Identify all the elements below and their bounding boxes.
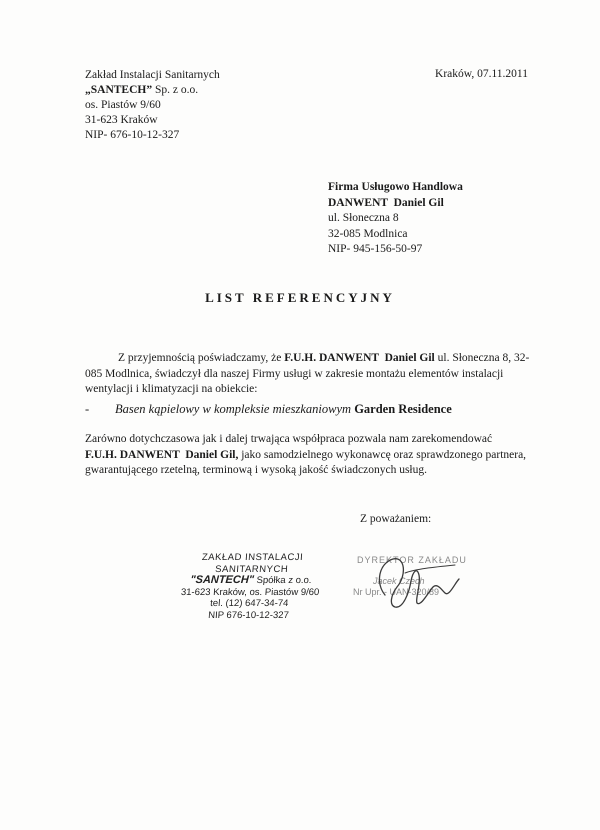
company-stamp: [166, 552, 336, 621]
bullet-italic: Basen kąpielowy w kompleksie mieszkaniowym: [115, 402, 355, 416]
stamp-phone: tel. (12) 647-34-74: [209, 598, 289, 609]
stamp-nip: NIP 676-10-12-327: [207, 609, 290, 621]
stamp-brand-suffix: Spółka z o.o.: [253, 575, 312, 586]
paragraph-1: [85, 351, 540, 398]
project-bullet: [85, 402, 452, 417]
recipient-city: 32-085 Modlnica: [328, 227, 408, 240]
sender-nip: NIP- 676-10-12-327: [85, 129, 180, 141]
sender-legal-form: Sp. z o.o.: [154, 84, 199, 96]
sender-city: 31-623 Kraków: [85, 114, 158, 126]
stamp-address: 31-623 Kraków, os. Piastów 9/60: [180, 586, 320, 598]
recipient-line1: Firma Usługowo Handlowa: [328, 181, 463, 193]
director-name: Jacek Czech: [373, 576, 425, 586]
sender-line1: Zakład Instalacji Sanitarnych: [85, 69, 220, 81]
director-stamp: [345, 553, 495, 613]
paragraph-2: [85, 432, 540, 479]
sender-street: os. Piastów 9/60: [85, 99, 161, 111]
place-date: Kraków, 07.11.2011: [435, 68, 528, 80]
recipient-street: ul. Słoneczna 8: [328, 212, 399, 224]
recipient-nip: NIP- 945-156-50-97: [328, 243, 423, 255]
para1-text-c: ul. Słoneczna 8, 32-085 Modlnica, świadczył dla naszej Firmy usługi w zakresie montażu elementów instalacji wentylacji i klimatyzacji na obiekcie:: [85, 352, 530, 395]
para1-company: F.U.H. DANWENT Daniel Gil: [284, 352, 435, 364]
handwritten-signature: [345, 553, 495, 613]
stamp-brand: "SANTECH": [189, 574, 255, 586]
recipient-block: [328, 180, 463, 258]
closing: Z poważaniem:: [360, 513, 432, 525]
director-license: Nr Upr. - UAN-320/89: [353, 587, 440, 597]
para2-text-c: jako samodzielnego wykonawcę oraz sprawdzonego partnera, gwarantującego rzetelną, terminową i wysoką jakość świadczonych usług.: [85, 448, 527, 476]
sender-name: „SANTECH”: [85, 84, 153, 96]
stamp-brand-line: [168, 575, 334, 587]
director-title: DYREKTOR ZAKŁADU: [357, 555, 467, 565]
recipient-line2: DANWENT Daniel Gil: [328, 196, 444, 209]
bullet-dash: -: [85, 402, 90, 416]
sender-block: [85, 68, 220, 143]
sender-name-line: [85, 83, 220, 98]
para2-text-a: Zarówno dotychczasowa jak i dalej trwająca współpraca pozwala nam zarekomendować: [85, 433, 493, 445]
stamp-line1: ZAKŁAD INSTALACJI SANITARNYCH: [201, 552, 304, 575]
document-title: LIST REFERENCYJNY: [205, 290, 395, 305]
bullet-bold: Garden Residence: [354, 402, 452, 416]
para1-text-a: Z przyjemnością poświadczamy, że: [118, 352, 285, 364]
para2-company: F.U.H. DANWENT Daniel Gil,: [85, 448, 239, 461]
